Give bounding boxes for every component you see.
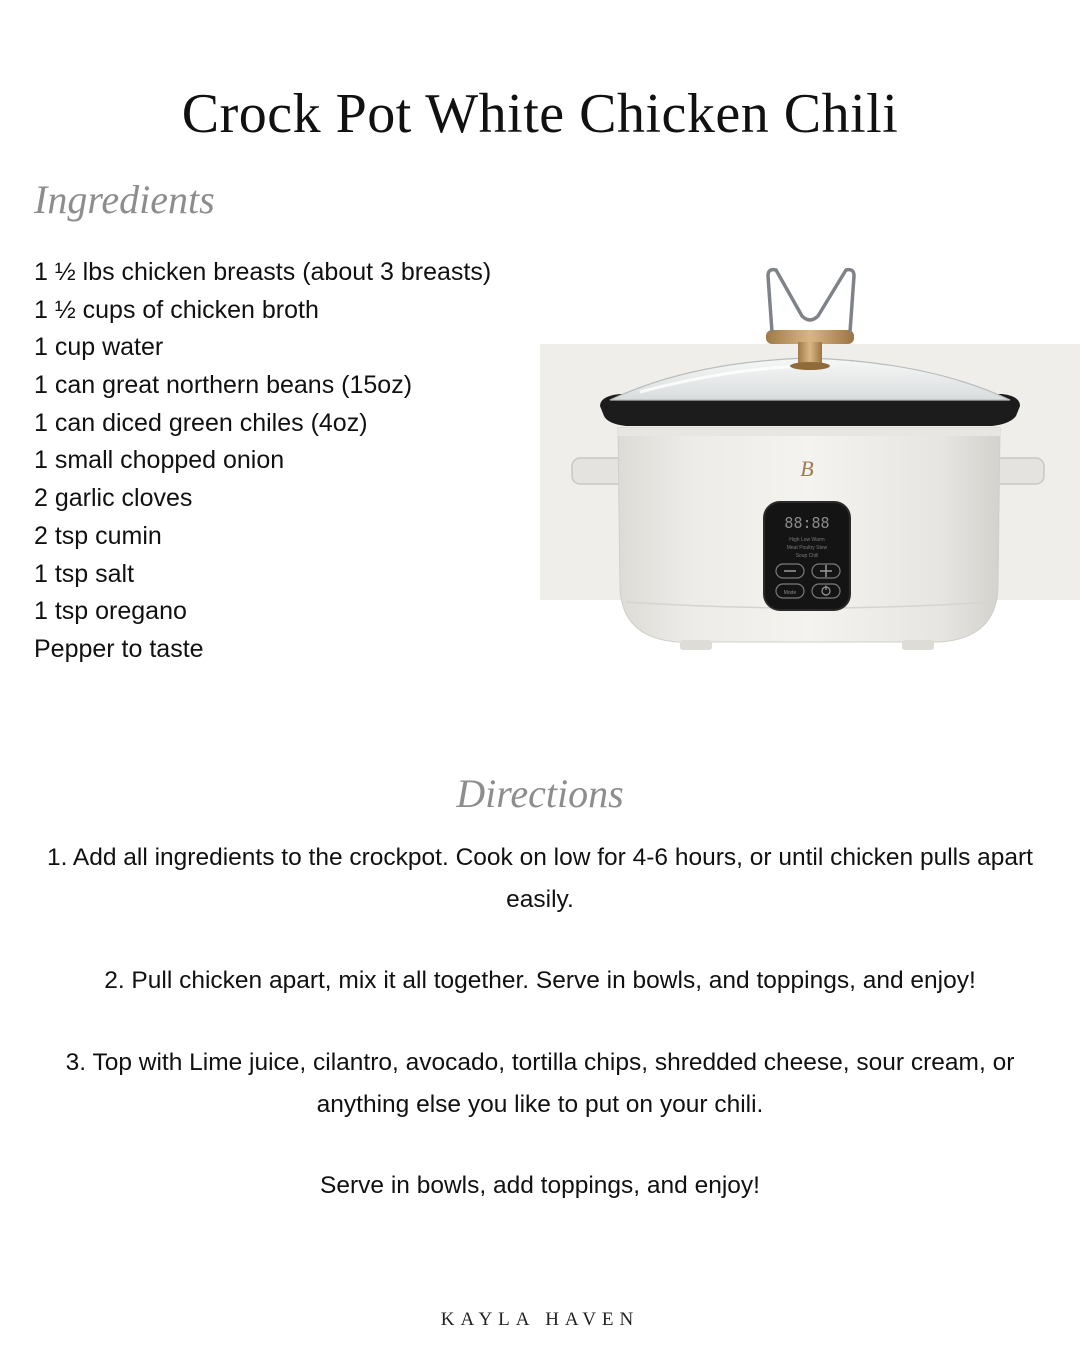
ingredient-item: 2 garlic cloves [34, 484, 193, 513]
ingredient-item: 1 small chopped onion [34, 446, 285, 475]
directions-heading: Directions [456, 771, 624, 816]
display-digits: 88:88 [784, 514, 830, 532]
ingredient-item: 1 ½ lbs chicken breasts (about 3 breasts) [34, 258, 492, 286]
svg-text:Soup Chili: Soup Chili [795, 553, 819, 559]
ingredients-list [34, 254, 491, 669]
direction-step-1: 1. Add all ingredients to the crockpot. Cook on low for 4-6 hours, or until chicken pulls apart easily. [47, 844, 1033, 913]
direction-step-3: 3. Top with Lime juice, cilantro, avocado, tortilla chips, shredded cheese, sour cream, or anything else you like to put on your chili. [65, 1049, 1015, 1118]
recipe-title: Crock Pot White Chicken Chili [181, 83, 899, 145]
slow-cooker-image [540, 258, 1080, 658]
svg-text:Meat Poultry Stew: Meat Poultry Stew [786, 545, 828, 551]
mode-button-label: Mode [783, 590, 797, 596]
ingredient-item: 1 tsp oregano [34, 597, 187, 626]
author-footer: KAYLA HAVEN [440, 1309, 640, 1330]
ingredient-item: 1 cup water [34, 333, 164, 362]
svg-text:High Low Warm: High Low Warm [789, 537, 825, 543]
brand-logo: B [800, 456, 814, 481]
ingredient-item: 1 ½ cups of chicken broth [34, 295, 319, 324]
direction-step-2: 2. Pull chicken apart, mix it all together. Serve in bowls, and toppings, and enjoy! [104, 967, 976, 994]
ingredient-item: 1 can diced green chiles (4oz) [34, 408, 368, 437]
ingredients-heading: Ingredients [34, 177, 215, 222]
ingredient-item: 2 tsp cumin [34, 521, 162, 550]
direction-closing: Serve in bowls, add toppings, and enjoy! [320, 1172, 760, 1199]
ingredient-item: Pepper to taste [34, 634, 204, 663]
ingredient-item: 1 tsp salt [34, 559, 135, 588]
ingredient-item: 1 can great northern beans (15oz) [34, 371, 413, 400]
